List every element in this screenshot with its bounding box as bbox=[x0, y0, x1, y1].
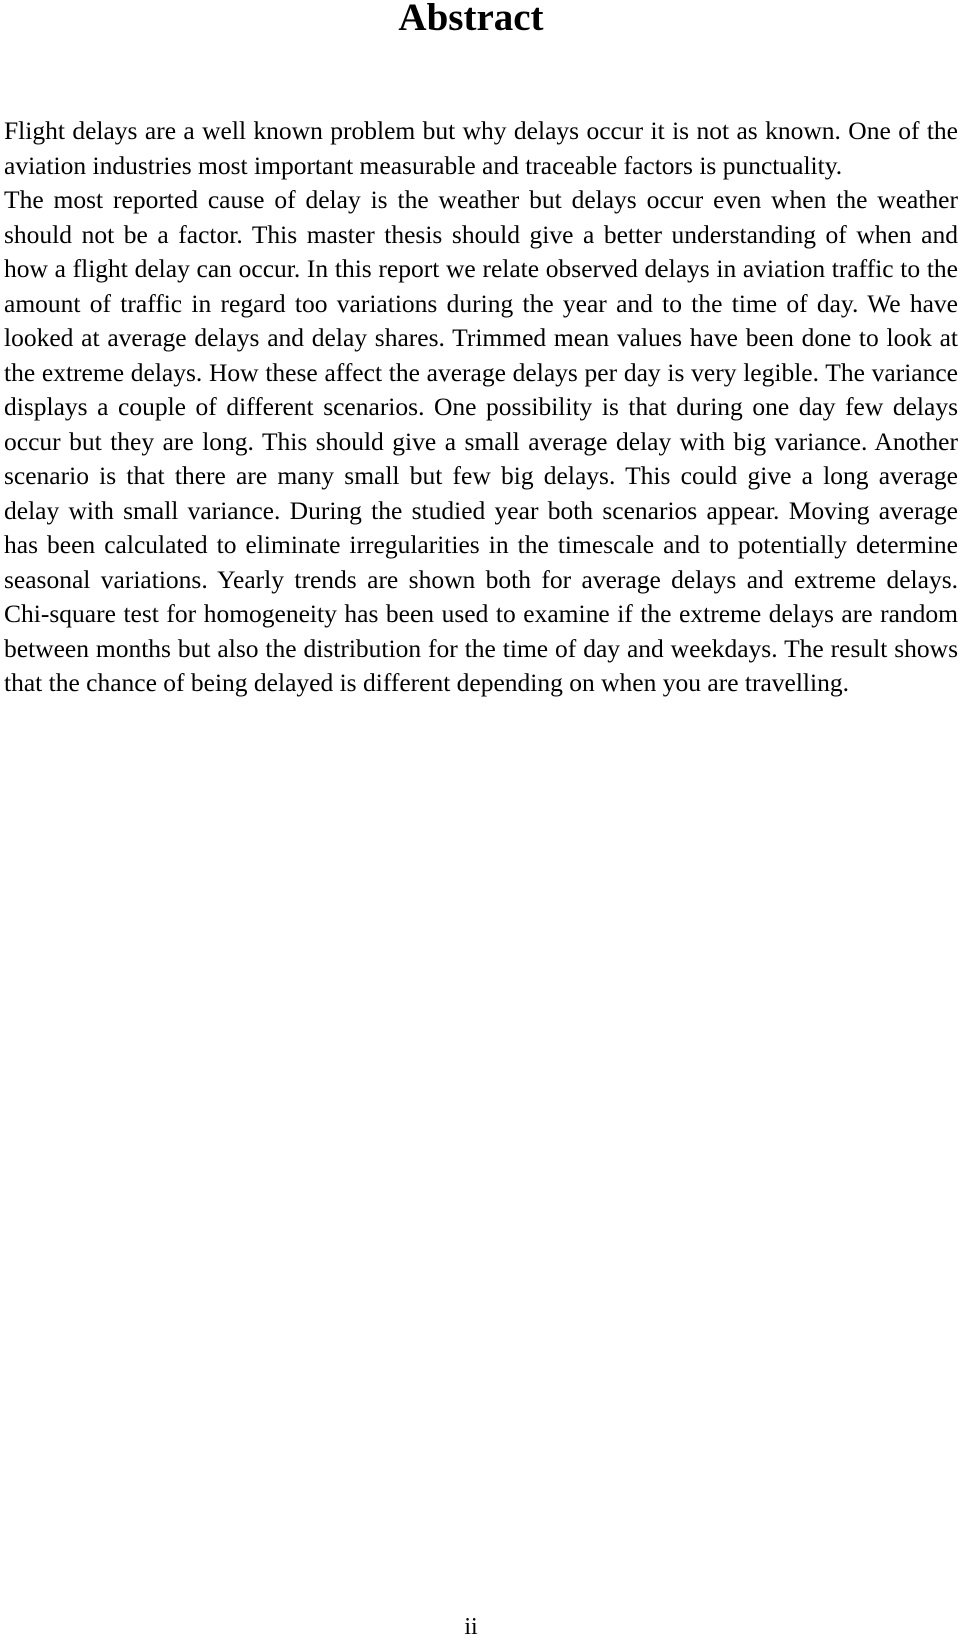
abstract-body bbox=[4, 114, 958, 701]
abstract-paragraph-2: The most reported cause of delay is the weather but delays occur even when the weather should not be a factor. This master thesis should give a better understanding of when and how a flight delay can occur. In this report we relate observed delays in aviation traffic to the amount of traffic in regard too variations during the year and to the time of day. We have looked at average delays and delay shares. Trimmed mean values have been done to look at the extreme delays. How these affect the average delays per day is very legible. The variance displays a couple of different scenarios. One possibility is that during one day few delays occur but they are long. This should give a small average delay with big variance. Another scenario is that there are many small but few big delays. This could give a long average delay with small variance. During the studied year both scenarios appear. Moving average has been calculated to eliminate irregularities in the timescale and to potentially determine seasonal variations. Yearly trends are shown both for average delays and extreme delays. Chi-square test for homogeneity has been used to examine if the extreme delays are random between months but also the distribution for the time of day and weekdays. The result shows that the chance of being delayed is different depending on when you are travelling. bbox=[4, 185, 958, 697]
page-title: Abstract bbox=[398, 0, 544, 39]
page-number: ii bbox=[464, 1614, 478, 1640]
abstract-paragraph-1: Flight delays are a well known problem but why delays occur it is not as known. One of the aviation industries most important measurable and traceable factors is punctuality. bbox=[4, 116, 958, 180]
